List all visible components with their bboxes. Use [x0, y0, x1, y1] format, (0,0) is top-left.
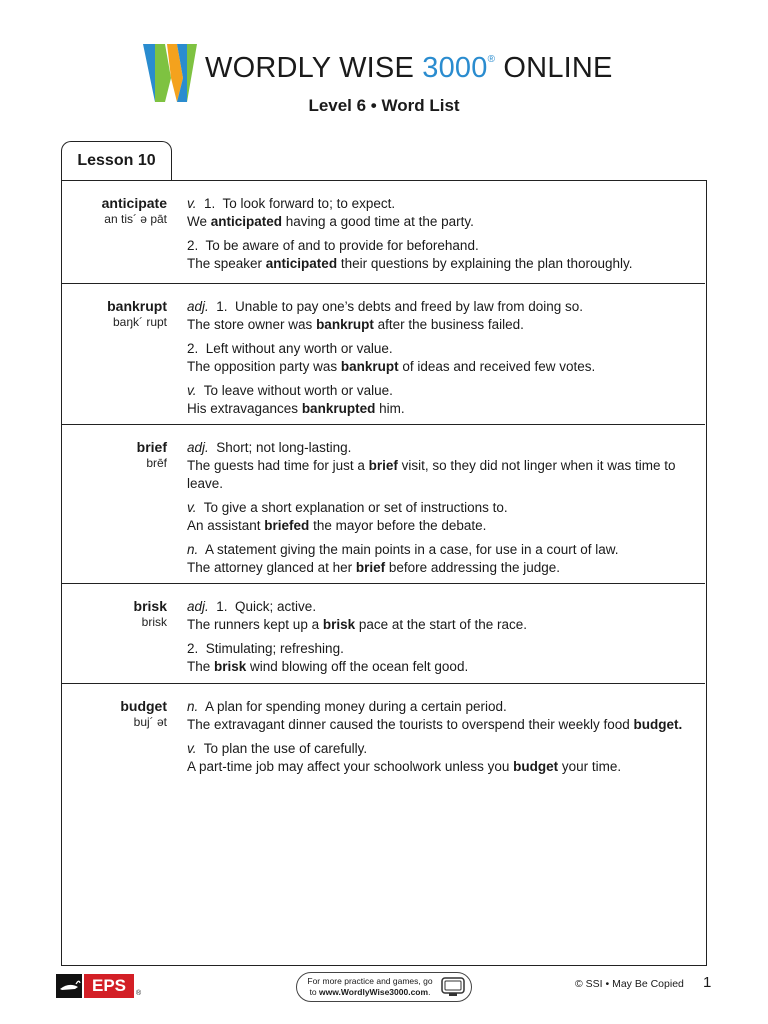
word-entry [62, 284, 705, 425]
definitions [187, 298, 687, 424]
example-word: budget. [633, 717, 683, 732]
definition-text: 1. To look forward to; to expect. [196, 196, 396, 211]
example-word: bankrupted [301, 401, 376, 416]
definition-text: 2. To be aware of and to provide for beforehand. [187, 238, 479, 253]
example-word: brisk [214, 659, 247, 674]
example-sentence [187, 213, 687, 231]
example-post: the mayor before the debate. [309, 518, 487, 533]
definition-line [187, 298, 687, 316]
example-word: brief [355, 560, 386, 575]
page-subtitle: Level 6 • Word List [308, 96, 460, 115]
headword: bankrupt [107, 298, 167, 314]
page-header [0, 38, 768, 128]
example-word: brisk [322, 617, 356, 632]
sense [187, 439, 687, 493]
example-post: pace at the start of the race. [355, 617, 527, 632]
lamp-icon [56, 974, 82, 998]
sense [187, 382, 687, 418]
example-post: wind blowing off the ocean felt good. [246, 659, 469, 674]
sense [187, 541, 687, 577]
example-sentence [187, 716, 687, 734]
example-pre: The opposition party was [187, 359, 341, 374]
example-pre: The guests had time for just a [187, 458, 369, 473]
example-pre: The store owner was [187, 317, 317, 332]
headword: brief [136, 439, 167, 455]
example-pre: We [187, 214, 211, 229]
example-sentence [187, 758, 687, 776]
definition-line [187, 640, 687, 658]
entry-headword [57, 298, 167, 330]
eps-logo [56, 974, 142, 1000]
promo-line1: For more practice and games, go [307, 976, 433, 986]
definition-line [187, 598, 687, 616]
definition-line [187, 698, 687, 716]
part-of-speech: adj. [187, 599, 209, 614]
pronunciation: brēf [146, 456, 167, 470]
example-word: bankrupt [316, 317, 374, 332]
sense [187, 499, 687, 535]
brand-accent: 3000 [422, 52, 488, 84]
sense [187, 740, 687, 776]
word-list-table [61, 180, 707, 966]
definition-line [187, 439, 687, 457]
example-pre: An assistant [187, 518, 265, 533]
page-footer [0, 968, 768, 1024]
definition-text: To give a short explanation or set of instructions to. [196, 500, 508, 515]
brand-reg: ® [487, 54, 496, 65]
example-sentence [187, 616, 687, 634]
entry-headword [57, 195, 167, 227]
part-of-speech: v. [187, 196, 197, 211]
definitions [187, 698, 687, 782]
example-sentence [187, 316, 687, 334]
headword: brisk [133, 598, 167, 614]
example-sentence [187, 559, 687, 577]
example-sentence [187, 457, 687, 493]
brand-main: WORDLY WISE [205, 52, 423, 84]
definition-text: 2. Stimulating; refreshing. [187, 641, 344, 656]
word-entry [62, 584, 705, 684]
word-entry [62, 181, 705, 284]
definition-text: To plan the use of carefully. [196, 741, 368, 756]
sense [187, 598, 687, 634]
headword: budget [120, 698, 167, 714]
sense [187, 640, 687, 676]
brand-title [205, 52, 613, 85]
headword: anticipate [101, 195, 167, 211]
eps-wordmark: EPS [84, 974, 134, 998]
entry-headword [57, 439, 167, 471]
part-of-speech: n. [187, 699, 199, 714]
part-of-speech: v. [187, 500, 197, 515]
part-of-speech: adj. [187, 440, 209, 455]
word-entry [62, 425, 705, 584]
copyright-notice: © SSI • May Be Copied [575, 978, 684, 990]
example-word: bankrupt [340, 359, 399, 374]
monitor-icon [441, 977, 465, 997]
pronunciation: baŋk´ rupt [112, 315, 167, 329]
sense [187, 340, 687, 376]
promo-post: . [428, 987, 431, 997]
example-sentence [187, 255, 687, 273]
promo-url[interactable]: www.WordlyWise3000.com [319, 987, 429, 997]
example-post: him. [375, 401, 405, 416]
pronunciation: brisk [141, 615, 167, 629]
definition-text: Short; not long-lasting. [208, 440, 352, 455]
pronunciation: an tis´ ə pāt [104, 212, 167, 226]
definition-text: 1. Quick; active. [208, 599, 317, 614]
definition-line [187, 237, 687, 255]
promo-text [305, 976, 435, 998]
sense [187, 698, 687, 734]
definition-text: 2. Left without any worth or value. [187, 341, 393, 356]
example-pre: His extravagances [187, 401, 302, 416]
promo-pre: to [309, 987, 320, 997]
part-of-speech: v. [187, 383, 197, 398]
sense [187, 298, 687, 334]
pronunciation: buj´ ət [133, 715, 167, 729]
entry-headword [57, 598, 167, 630]
definition-line [187, 340, 687, 358]
example-post: your time. [558, 759, 622, 774]
website-promo[interactable] [296, 972, 472, 1002]
brand-end: ONLINE [495, 52, 613, 84]
definition-text: A statement giving the main points in a case, for use in a court of law. [198, 542, 619, 557]
example-post: of ideas and received few votes. [398, 359, 596, 374]
example-word: anticipated [265, 256, 338, 271]
definition-line [187, 499, 687, 517]
definition-line [187, 382, 687, 400]
word-entry [62, 684, 705, 967]
definition-text: To leave without worth or value. [196, 383, 393, 398]
entry-headword [57, 698, 167, 730]
definition-line [187, 195, 687, 213]
definition-line [187, 541, 687, 559]
part-of-speech: v. [187, 741, 197, 756]
sense [187, 195, 687, 231]
example-post: before addressing the judge. [385, 560, 560, 575]
page-number: 1 [703, 974, 712, 991]
ww-logo-icon [143, 44, 197, 102]
example-word: brief [368, 458, 398, 473]
example-post: visit, so they did not linger when it was time to leave. [187, 458, 676, 491]
sense [187, 237, 687, 273]
example-word: budget [513, 759, 559, 774]
definitions [187, 439, 687, 583]
example-sentence [187, 358, 687, 376]
example-pre: The runners kept up a [187, 617, 323, 632]
example-post: their questions by explaining the plan thoroughly. [337, 256, 633, 271]
definitions [187, 598, 687, 682]
example-sentence [187, 658, 687, 676]
example-pre: The attorney glanced at her [187, 560, 356, 575]
example-word: anticipated [210, 214, 283, 229]
example-sentence [187, 517, 687, 535]
part-of-speech: adj. [187, 299, 209, 314]
definition-text: 1. Unable to pay one’s debts and freed by law from doing so. [208, 299, 584, 314]
example-pre: The [187, 659, 215, 674]
example-pre: A part-time job may affect your schoolwork unless you [187, 759, 514, 774]
part-of-speech: n. [187, 542, 199, 557]
example-word: briefed [264, 518, 310, 533]
example-pre: The speaker [187, 256, 266, 271]
example-pre: The extravagant dinner caused the tourists to overspend their weekly food [187, 717, 634, 732]
definitions [187, 195, 687, 279]
example-post: after the business failed. [373, 317, 524, 332]
definition-text: A plan for spending money during a certain period. [198, 699, 507, 714]
eps-reg: ® [136, 990, 142, 997]
definition-line [187, 740, 687, 758]
example-sentence [187, 400, 687, 418]
example-post: having a good time at the party. [282, 214, 474, 229]
lesson-tab: Lesson 10 [61, 141, 172, 181]
